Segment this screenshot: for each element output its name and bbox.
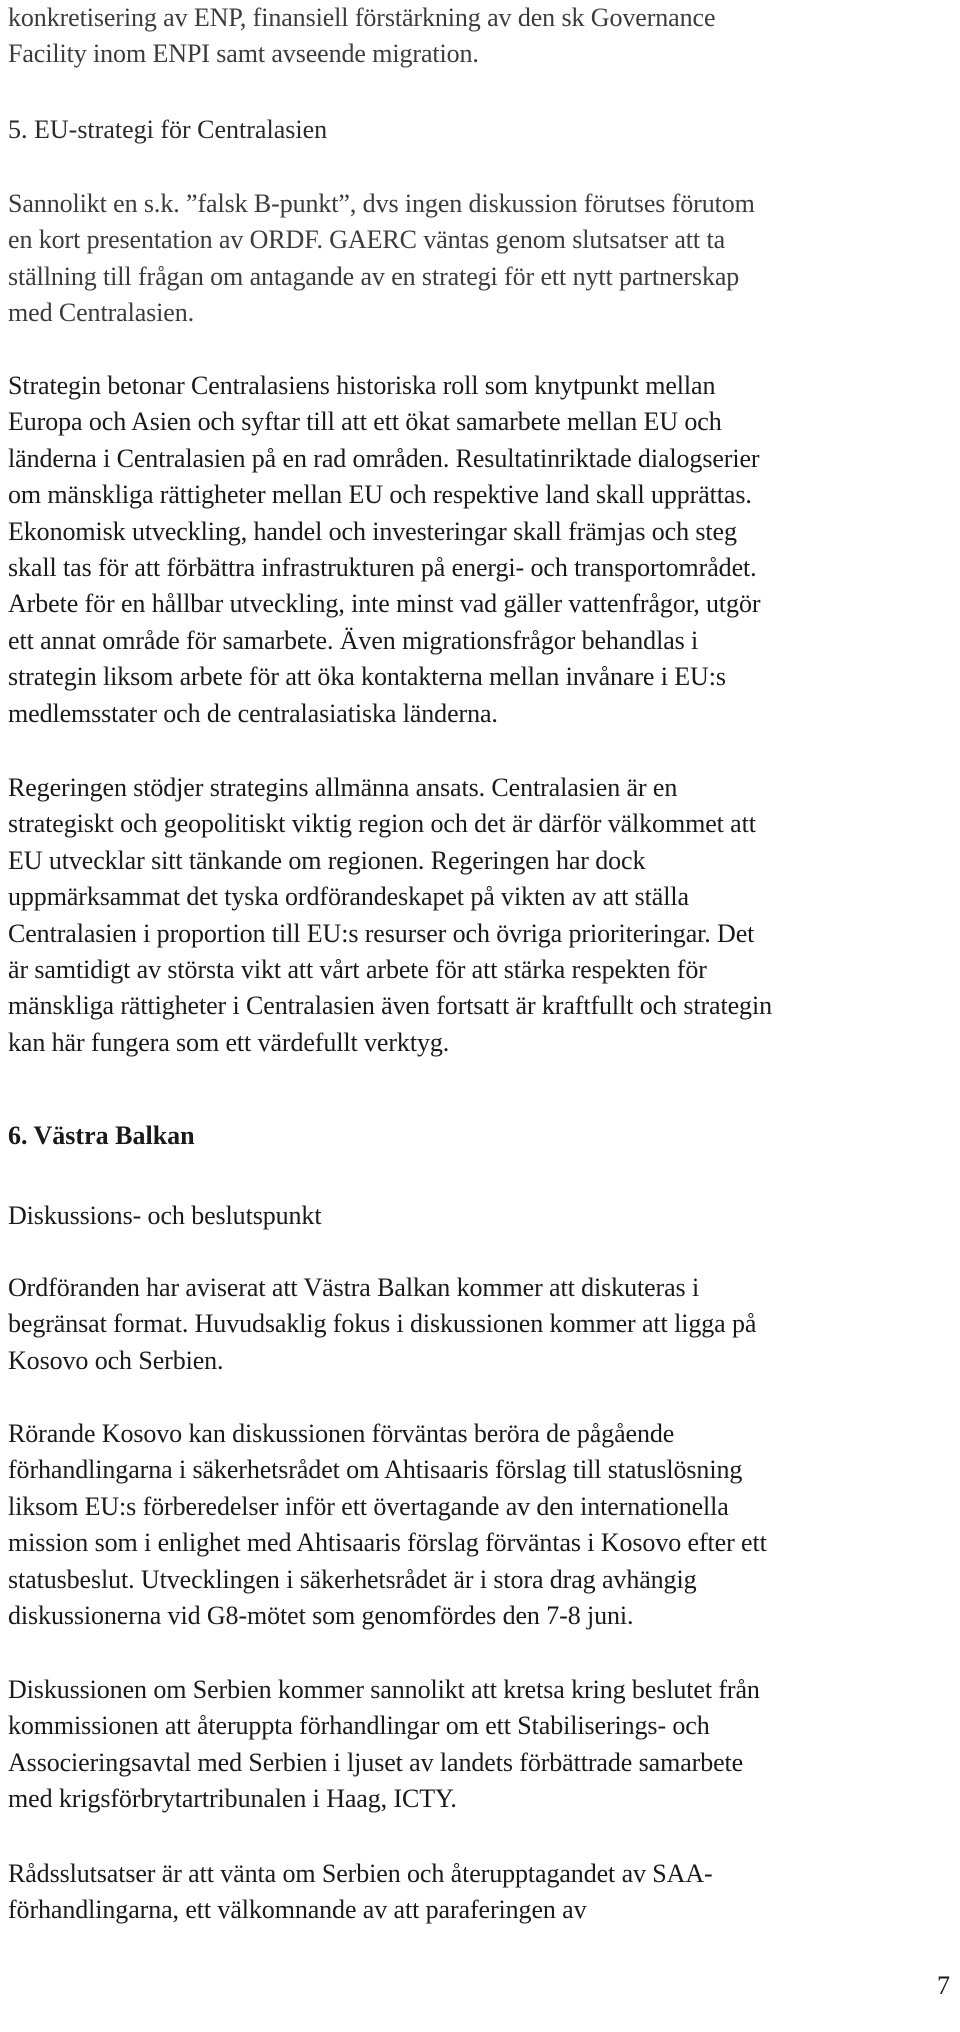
text-line: förhandlingarna i säkerhetsrådet om Ahtisaaris förslag till statuslösning [8, 1455, 743, 1485]
text-line: begränsat format. Huvudsaklig fokus i diskussionen kommer att ligga på [8, 1309, 757, 1339]
text-line: konkretisering av ENP, finansiell förstärkning av den sk Governance [8, 3, 716, 32]
text-line: Diskussionen om Serbien kommer sannolikt att kretsa kring beslutet från [8, 1675, 760, 1704]
section6-paragraph-2 [8, 1416, 767, 1634]
page-number: 7 [937, 1971, 950, 2000]
text-line: uppmärksammat det tyska ordförandeskapet på vikten av att ställa [8, 882, 689, 912]
text-line: Kosovo och Serbien. [8, 1345, 224, 1375]
text-line: ställning till frågan om antagande av en strategi för ett nytt partnerskap [8, 261, 740, 291]
text-line: mänskliga rättigheter i Centralasien även fortsatt är kraftfullt och strategin [8, 991, 772, 1021]
text-line: Sannolikt en s.k. ”falsk B-punkt”, dvs ingen diskussion förutses förutom [8, 189, 755, 218]
text-line: Ordföranden har aviserat att Västra Balkan kommer att diskuteras i [8, 1273, 700, 1302]
text-line: en kort presentation av ORDF. GAERC väntas genom slutsatser att ta [8, 225, 726, 255]
text-line: förhandlingarna, ett välkomnande av att paraferingen av [8, 1895, 587, 1925]
text-line: Europa och Asien och syftar till att ett ökat samarbete mellan EU och [8, 407, 722, 437]
text-line: kommissionen att återuppta förhandlingar om ett Stabiliserings- och [8, 1711, 710, 1741]
section5-paragraph-2 [8, 368, 760, 732]
text-line: länderna i Centralasien på en rad områden. Resultatinriktade dialogserier [8, 443, 760, 473]
text-line: kan här fungera som ett värdefullt verktyg. [8, 1027, 450, 1057]
section5-paragraph-3 [8, 770, 772, 1061]
text-line: EU utvecklar sitt tänkande om regionen. Regeringen har dock [8, 845, 646, 875]
text-line: strategiskt och geopolitiskt viktig region och det är därför välkommet att [8, 809, 756, 839]
section6-subheading: Diskussions- och beslutspunkt [8, 1201, 322, 1230]
text-line: Facility inom ENPI samt avseende migration. [8, 39, 479, 69]
text-line: Centralasien i proportion till EU:s resurser och övriga prioriteringar. Det [8, 918, 755, 948]
text-line: Regeringen stödjer strategins allmänna ansats. Centralasien är en [8, 773, 678, 802]
text-line: Strategin betonar Centralasiens historiska roll som knytpunkt mellan [8, 371, 716, 400]
text-line: liksom EU:s förberedelser inför ett övertagande av den internationella [8, 1491, 729, 1521]
text-line: med Centralasien. [8, 298, 195, 328]
section6-paragraph-1 [8, 1270, 756, 1379]
text-line: är samtidigt av största vikt att vårt arbete för att stärka respekten för [8, 955, 707, 985]
text-line: statusbeslut. Utvecklingen i säkerhetsrådet är i stora drag avhängig [8, 1564, 697, 1594]
text-line: om mänskliga rättigheter mellan EU och respektive land skall upprättas. [8, 480, 752, 510]
section6-paragraph-3 [8, 1672, 760, 1818]
section5-paragraph-1 [8, 186, 755, 332]
text-line: Associeringsavtal med Serbien i ljuset av landets förbättrade samarbete [8, 1747, 744, 1777]
text-line: skall tas för att förbättra infrastrukturen på energi- och transportområdet. [8, 553, 757, 583]
text-line: med krigsförbrytartribunalen i Haag, ICTY. [8, 1784, 457, 1814]
intro-paragraph [8, 0, 715, 73]
text-line: diskussionerna vid G8-mötet som genomfördes den 7-8 juni. [8, 1601, 634, 1631]
text-line: strategin liksom arbete för att öka kontakterna mellan invånare i EU:s [8, 662, 726, 692]
text-line: Rörande Kosovo kan diskussionen förväntas beröra de pågående [8, 1419, 675, 1448]
text-line: mission som i enlighet med Ahtisaaris förslag förväntas i Kosovo efter ett [8, 1528, 767, 1558]
text-line: medlemsstater och de centralasiatiska länderna. [8, 698, 498, 728]
section-heading-6: 6. Västra Balkan [8, 1121, 195, 1150]
text-line: Rådsslutsatser är att vänta om Serbien och återupptagandet av SAA- [8, 1859, 713, 1888]
section6-paragraph-4 [8, 1856, 713, 1929]
text-line: Arbete för en hållbar utveckling, inte minst vad gäller vattenfrågor, utgör [8, 589, 761, 619]
section-heading-5: 5. EU-strategi för Centralasien [8, 115, 328, 144]
text-line: Ekonomisk utveckling, handel och investeringar skall främjas och steg [8, 516, 737, 546]
text-line: ett annat område för samarbete. Även migrationsfrågor behandlas i [8, 625, 699, 655]
